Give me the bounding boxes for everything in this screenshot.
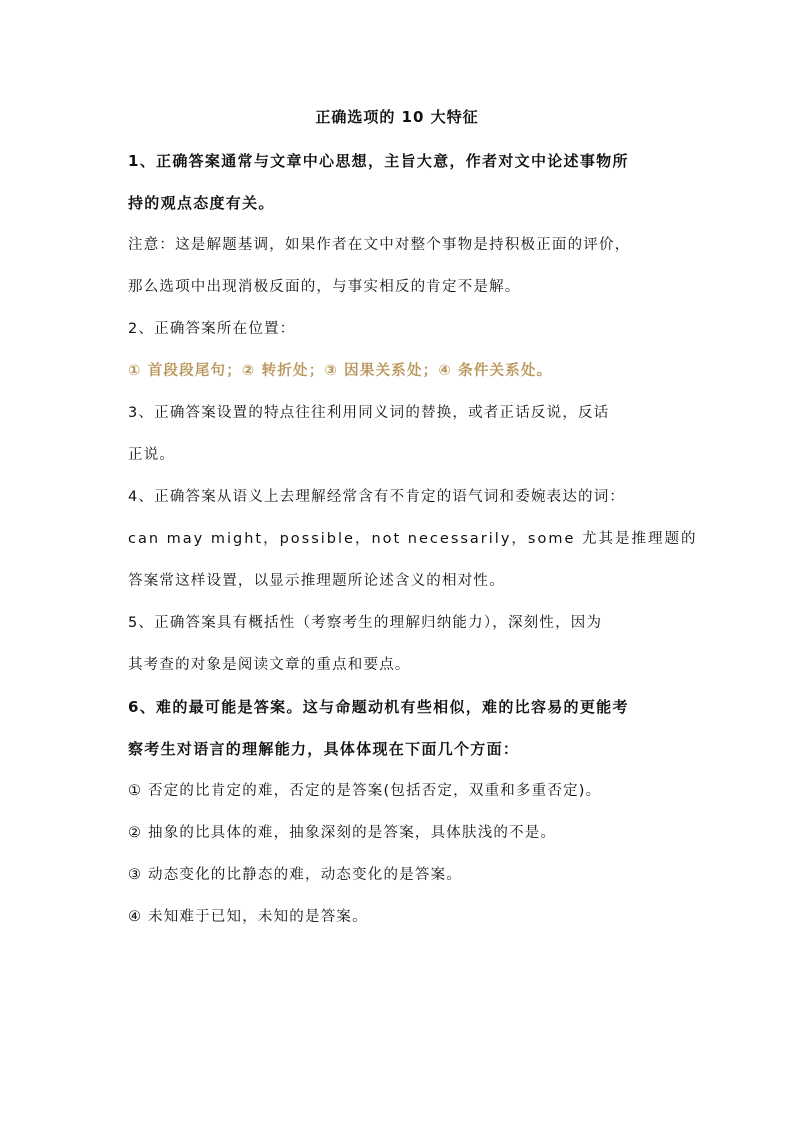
point-1-line-2: 持的观点态度有关。	[128, 194, 275, 212]
point-6-item-4: ④ 未知难于已知，未知的是答案。	[128, 909, 368, 925]
point-5-line-1: 5、正确答案具有概括性（考察考生的理解归纳能力），深刻性，因为	[128, 615, 603, 631]
note-line-2: 那么选项中出现消极反面的，与事实相反的肯定不是解。	[128, 279, 521, 295]
point-6-item-3: ③ 动态变化的比静态的难，动态变化的是答案。	[128, 867, 463, 883]
point-1-line-1: 1、正确答案通常与文章中心思想，主旨大意，作者对文中论述事物所	[128, 152, 629, 170]
point-3-line-2: 正说。	[128, 447, 176, 463]
point-3-line-1: 3、正确答案设置的特点往往利用同义词的替换，或者正话反说，反话	[128, 405, 610, 421]
point-4-line-2: can may might，possible，not necessarily，some 尤其是推理题的	[128, 531, 698, 547]
point-5-line-2: 其考查的对象是阅读文章的重点和要点。	[128, 657, 411, 673]
point-6-line-2: 察考生对语言的理解能力，具体体现在下面几个方面：	[128, 740, 520, 758]
point-2-heading: 2、正确答案所在位置：	[128, 321, 296, 337]
document-title: 正确选项的 10 大特征	[315, 108, 479, 126]
point-4-line-3: 答案常这样设置，以显示推理题所论述含义的相对性。	[128, 573, 505, 589]
point-4-line-1: 4、正确答案从语义上去理解经常含有不肯定的语气词和委婉表达的词：	[128, 489, 626, 505]
point-6-item-1: ① 否定的比肯定的难，否定的是答案(包括否定，双重和多重否定)。	[128, 783, 602, 799]
point-6-line-1: 6、难的最可能是答案。这与命题动机有些相似，难的比容易的更能考	[128, 698, 629, 716]
point-2-positions: ① 首段段尾句；② 转折处；③ 因果关系处；④ 条件关系处。	[128, 363, 553, 379]
note-line-1: 注意：这是解题基调，如果作者在文中对整个事物是持积极正面的评价，	[128, 237, 631, 253]
point-6-item-2: ② 抽象的比具体的难，抽象深刻的是答案，具体肤浅的不是。	[128, 825, 557, 841]
